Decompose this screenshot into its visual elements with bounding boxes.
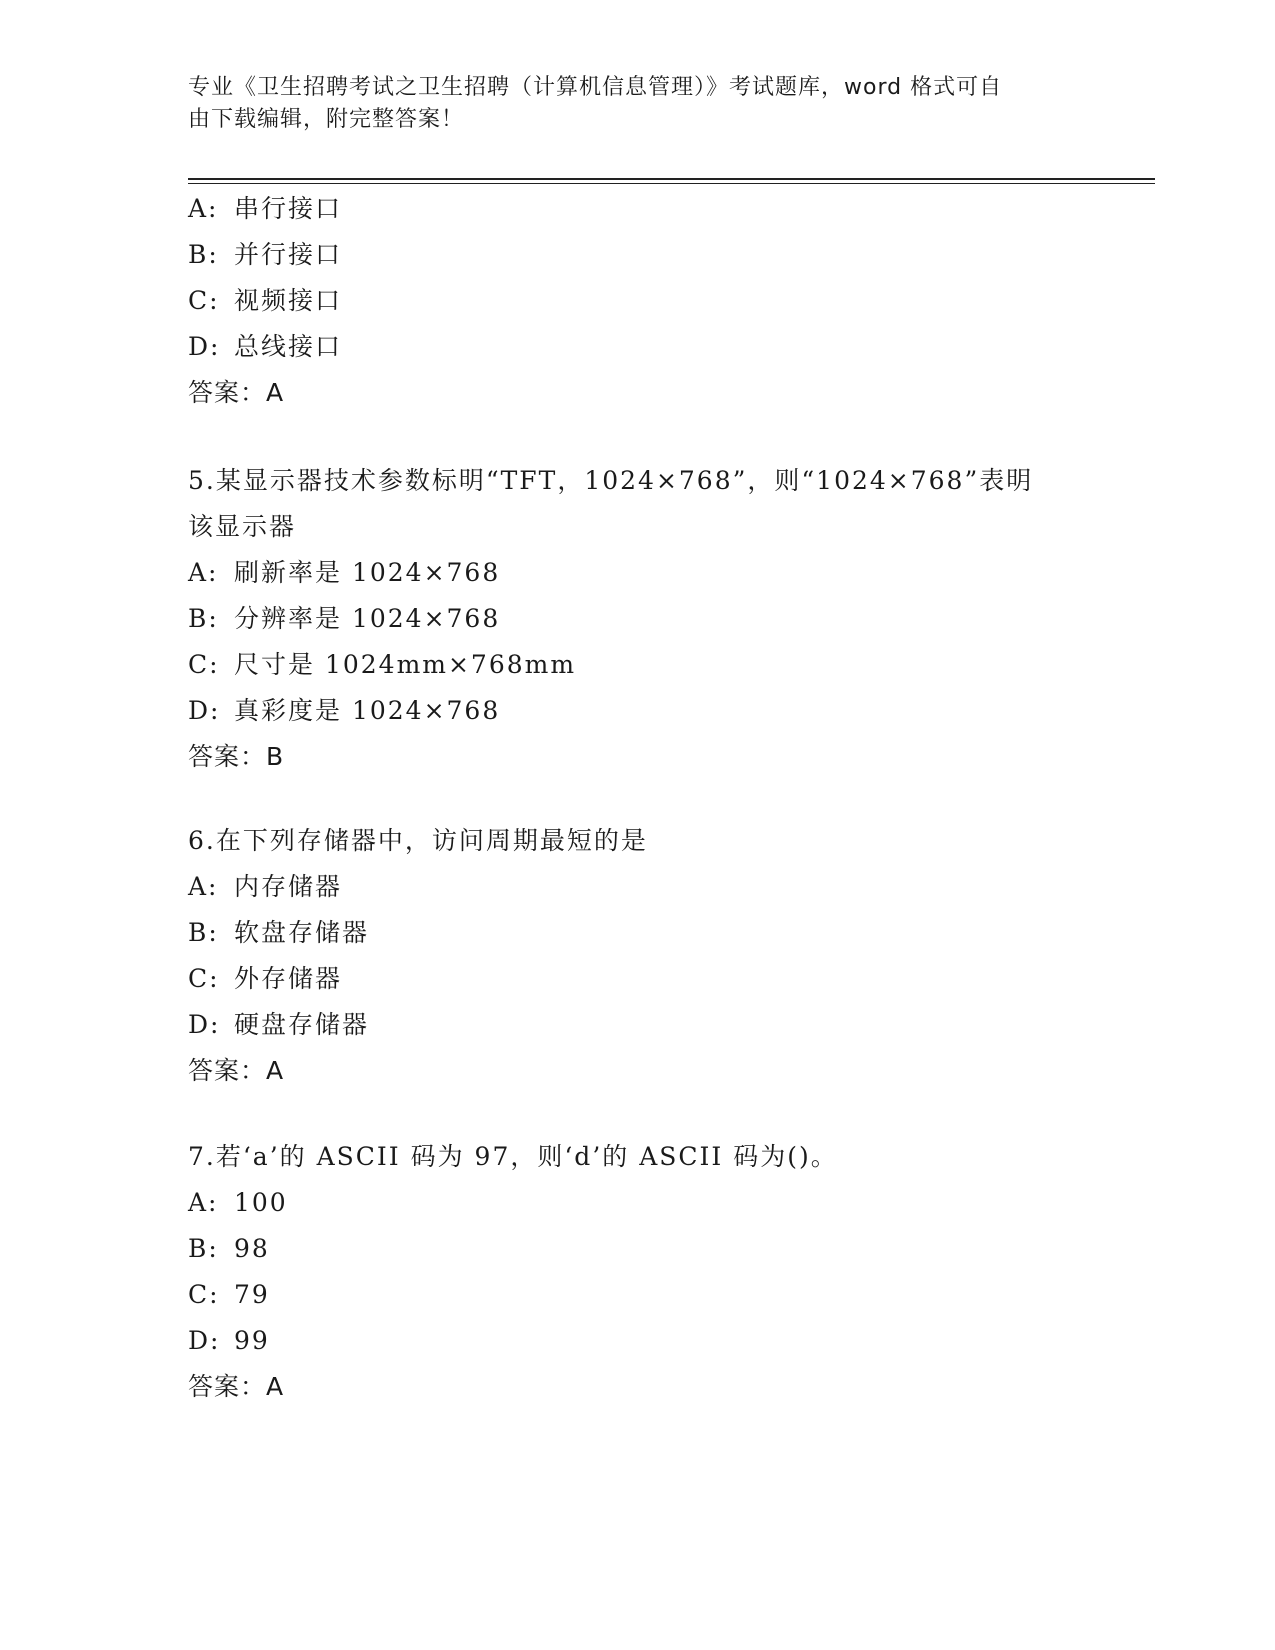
option-text: 79	[234, 1280, 270, 1309]
option-a	[188, 186, 1108, 232]
option-key: B:	[188, 918, 219, 947]
option-key: A:	[188, 194, 219, 223]
option-text: 硬盘存储器	[234, 1010, 370, 1039]
option-text: 视频接口	[234, 286, 343, 315]
option-key: A:	[188, 1188, 219, 1217]
option-b	[188, 1226, 1108, 1272]
option-text: 100	[234, 1188, 288, 1217]
answer-line: 答案：A	[188, 1056, 285, 1085]
question-6-block	[188, 818, 1108, 1094]
header-divider-thick	[188, 178, 1155, 180]
option-c	[188, 642, 1108, 688]
option-key: B:	[188, 1234, 219, 1263]
header-divider-thin	[188, 183, 1155, 184]
option-key: D:	[188, 696, 221, 725]
option-key: D:	[188, 332, 221, 361]
question-text-line-1: 5.某显示器技术参数标明“TFT，1024×768”，则“1024×768”表明	[188, 466, 1034, 495]
option-key: A:	[188, 558, 219, 587]
option-key: C:	[188, 964, 220, 993]
option-text: 串行接口	[234, 194, 343, 223]
option-c	[188, 1272, 1108, 1318]
option-b	[188, 596, 1108, 642]
option-d	[188, 324, 1108, 370]
option-c	[188, 278, 1108, 324]
option-b	[188, 232, 1108, 278]
question-5-block	[188, 458, 1108, 780]
question-4-block	[188, 186, 1108, 416]
option-d	[188, 688, 1108, 734]
question-7-block	[188, 1134, 1108, 1410]
question-text: 7.若‘a’的 ASCII 码为 97，则‘d’的 ASCII 码为()。	[188, 1142, 838, 1171]
option-d	[188, 1318, 1108, 1364]
option-key: B:	[188, 604, 219, 633]
header-line-2: 由下载编辑，附完整答案！	[188, 107, 465, 132]
option-text: 真彩度是 1024×768	[234, 696, 501, 725]
document-header	[188, 72, 1068, 136]
option-key: C:	[188, 1280, 220, 1309]
option-c	[188, 956, 1108, 1002]
option-key: C:	[188, 286, 220, 315]
option-key: C:	[188, 650, 220, 679]
answer-line: 答案：B	[188, 742, 285, 771]
question-text-line-2: 该显示器	[188, 512, 297, 541]
question-text: 6.在下列存储器中，访问周期最短的是	[188, 826, 648, 855]
option-text: 刷新率是 1024×768	[234, 558, 501, 587]
option-a	[188, 864, 1108, 910]
option-text: 98	[234, 1234, 270, 1263]
answer-line: 答案：A	[188, 1372, 285, 1401]
option-text: 并行接口	[234, 240, 343, 269]
answer-line: 答案：A	[188, 378, 285, 407]
option-key: B:	[188, 240, 219, 269]
option-text: 尺寸是 1024mm×768mm	[234, 650, 577, 679]
option-text: 外存储器	[234, 964, 343, 993]
option-b	[188, 910, 1108, 956]
header-line-1: 专业《卫生招聘考试之卫生招聘（计算机信息管理）》考试题库，word 格式可自	[188, 75, 1003, 100]
option-key: D:	[188, 1010, 221, 1039]
option-a	[188, 550, 1108, 596]
option-text: 分辨率是 1024×768	[234, 604, 501, 633]
option-text: 内存储器	[234, 872, 343, 901]
option-text: 软盘存储器	[234, 918, 370, 947]
option-d	[188, 1002, 1108, 1048]
option-text: 总线接口	[234, 332, 343, 361]
option-key: D:	[188, 1326, 221, 1355]
option-a	[188, 1180, 1108, 1226]
option-text: 99	[234, 1326, 270, 1355]
option-key: A:	[188, 872, 219, 901]
